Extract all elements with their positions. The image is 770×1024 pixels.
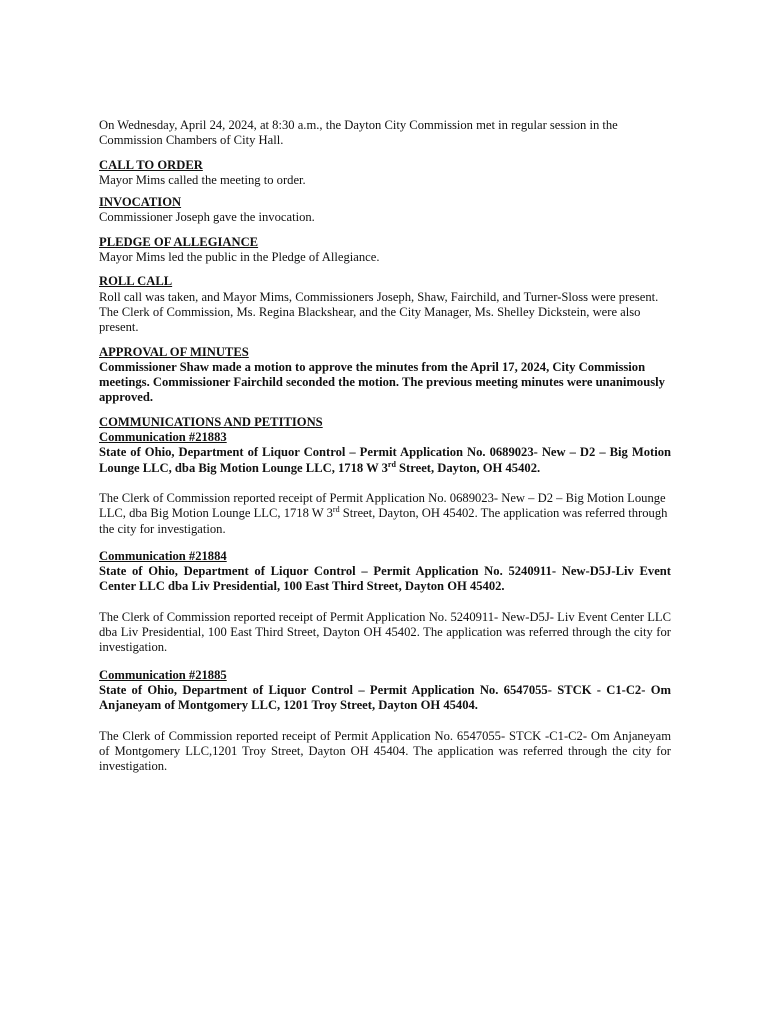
section-heading: CALL TO ORDER bbox=[99, 157, 203, 172]
section-text: Mayor Mims called the meeting to order. bbox=[99, 172, 306, 187]
section-heading: INVOCATION bbox=[99, 195, 182, 210]
section-call-to-order bbox=[99, 158, 671, 189]
section-text: Commissioner Shaw made a motion to approve the minutes from the April 17, 2024, City Commission meetings. Commissioner Fairchild seconded the motion. The previous meeting minutes were unanimously approved. bbox=[99, 359, 665, 405]
communication-body: The Clerk of Commission reported receipt of Permit Application No. 6547055- STCK -C1-C2- Om Anjaneyam of Montgomery LLC,1201 Troy Street, Dayton OH 45404. The application was referred through the city for investigation. bbox=[99, 728, 671, 774]
communication-heading: Communication #21883 bbox=[99, 430, 227, 445]
communication-title: State of Ohio, Department of Liquor Control – Permit Application No. 5240911- New-D5J-Liv Event Center LLC dba Liv Presidential, 100 East Third Street, Dayton OH 45402. bbox=[99, 564, 671, 594]
section-pledge bbox=[99, 235, 671, 266]
section-text: Commissioner Joseph gave the invocation. bbox=[99, 210, 315, 225]
intro-paragraph: On Wednesday, April 24, 2024, at 8:30 a.m., the Dayton City Commission met in regular session in the Commission Chambers of City Hall. bbox=[99, 118, 618, 148]
section-invocation bbox=[99, 195, 671, 226]
communication-item bbox=[99, 549, 671, 656]
communication-item bbox=[99, 430, 671, 537]
document-page bbox=[99, 118, 671, 774]
section-communications bbox=[99, 415, 671, 775]
section-roll-call bbox=[99, 274, 671, 335]
communication-heading: Communication #21884 bbox=[99, 548, 227, 563]
communication-title: State of Ohio, Department of Liquor Control – Permit Application No. 6547055- STCK - C1-C2- Om Anjaneyam of Montgomery LLC, 1201 Troy Street, Dayton OH 45404. bbox=[99, 682, 671, 713]
communication-body: The Clerk of Commission reported receipt of Permit Application No. 0689023- New – D2 – Big Motion Lounge LLC, dba Big Motion Lounge LLC, 1718 W 3rd Street, Dayton, OH 45402. The application was referred through the city for investigation. bbox=[99, 490, 668, 536]
section-heading: ROLL CALL bbox=[99, 274, 173, 289]
section-heading: COMMUNICATIONS AND PETITIONS bbox=[99, 414, 323, 429]
communication-body: The Clerk of Commission reported receipt of Permit Application No. 5240911- New-D5J- Liv Event Center LLC dba Liv Presidential, 100 East Third Street, Dayton OH 45402. The application was referred through the city for investigation. bbox=[99, 609, 671, 655]
communication-item bbox=[99, 668, 671, 775]
section-heading: PLEDGE OF ALLEGIANCE bbox=[99, 234, 259, 249]
section-heading: APPROVAL OF MINUTES bbox=[99, 344, 249, 359]
communication-title: State of Ohio, Department of Liquor Control – Permit Application No. 0689023- New – D2 – Big Motion Lounge LLC, dba Big Motion Lounge LLC, 1718 W 3rd Street, Dayton, OH 45402. bbox=[99, 445, 671, 475]
section-minutes bbox=[99, 345, 671, 406]
section-text: Mayor Mims led the public in the Pledge of Allegiance. bbox=[99, 250, 380, 265]
section-text: Roll call was taken, and Mayor Mims, Commissioners Joseph, Shaw, Fairchild, and Turner-Sloss were present. The Clerk of Commission, Ms. Regina Blackshear, and the City Manager, Ms. Shelley Dickstein, were also present. bbox=[99, 289, 659, 335]
communication-heading: Communication #21885 bbox=[99, 667, 227, 682]
